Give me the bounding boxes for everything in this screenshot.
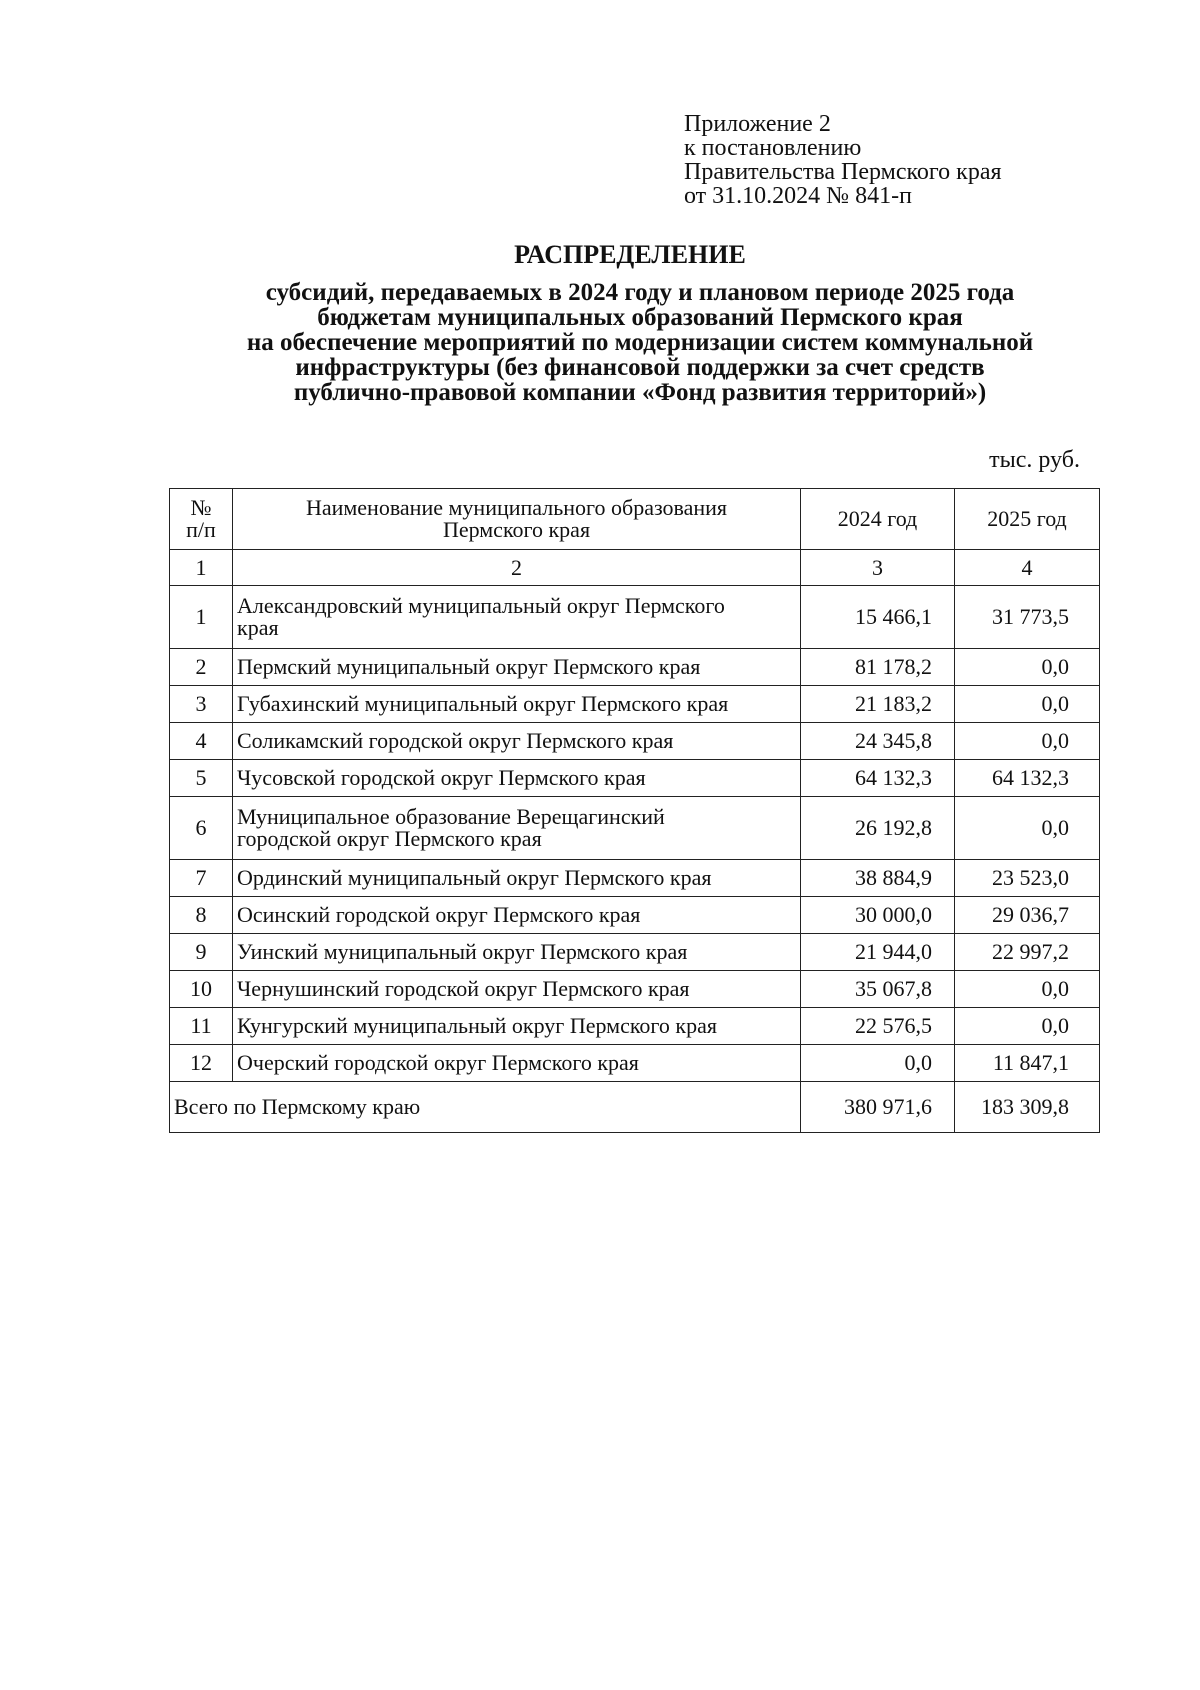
column-index-row [170, 550, 1100, 586]
header-name: Наименование муниципального образования Пермского края [233, 489, 801, 550]
column-index: 2 [233, 550, 801, 586]
table-row [170, 797, 1100, 860]
annex-line-4: от 31.10.2024 № 841-п [684, 183, 912, 209]
row-number: 8 [170, 897, 233, 934]
row-number: 3 [170, 686, 233, 723]
row-number: 9 [170, 934, 233, 971]
row-number: 5 [170, 760, 233, 797]
row-name: Соликамский городской округ Пермского края [233, 723, 801, 760]
row-value-2024: 21 183,2 [801, 686, 955, 723]
row-value-2025: 31 773,5 [955, 586, 1100, 649]
total-value-2025: 183 309,8 [955, 1082, 1100, 1133]
row-name: Муниципальное образование Верещагинский городской округ Пермского края [233, 797, 801, 860]
row-number: 6 [170, 797, 233, 860]
column-index: 4 [955, 550, 1100, 586]
subtitle-line-4: инфраструктуры (без финансовой поддержки за счет средств [295, 354, 985, 381]
row-number: 7 [170, 860, 233, 897]
header-number: № п/п [170, 489, 233, 550]
annex-line-3: Правительства Пермского края [684, 159, 1002, 185]
subtitle-line-2: бюджетам муниципальных образований Пермского края [317, 304, 963, 331]
row-value-2025: 0,0 [955, 971, 1100, 1008]
row-name: Кунгурский муниципальный округ Пермского края [233, 1008, 801, 1045]
row-name: Чернушинский городской округ Пермского края [233, 971, 801, 1008]
annex-line-2: к постановлению [684, 135, 862, 161]
header-year-2025: 2025 год [955, 489, 1100, 550]
row-value-2025: 0,0 [955, 723, 1100, 760]
table-row [170, 1008, 1100, 1045]
total-row [170, 1082, 1100, 1133]
row-number: 11 [170, 1008, 233, 1045]
column-index: 3 [801, 550, 955, 586]
table-row [170, 934, 1100, 971]
row-value-2024: 26 192,8 [801, 797, 955, 860]
subtitle-line-3: на обеспечение мероприятий по модернизации систем коммунальной [246, 329, 1034, 356]
row-value-2024: 35 067,8 [801, 971, 955, 1008]
row-value-2024: 30 000,0 [801, 897, 955, 934]
row-value-2024: 81 178,2 [801, 649, 955, 686]
row-name: Очерский городской округ Пермского края [233, 1045, 801, 1082]
row-value-2025: 0,0 [955, 1008, 1100, 1045]
table-row [170, 1045, 1100, 1082]
row-number: 12 [170, 1045, 233, 1082]
document-title: РАСПРЕДЕЛЕНИЕ [514, 240, 746, 269]
row-value-2025: 64 132,3 [955, 760, 1100, 797]
row-value-2025: 23 523,0 [955, 860, 1100, 897]
distribution-table [169, 488, 1100, 1133]
row-value-2025: 0,0 [955, 686, 1100, 723]
table-row [170, 686, 1100, 723]
row-value-2024: 38 884,9 [801, 860, 955, 897]
row-value-2025: 0,0 [955, 797, 1100, 860]
row-value-2025: 11 847,1 [955, 1045, 1100, 1082]
row-number: 1 [170, 586, 233, 649]
row-value-2025: 22 997,2 [955, 934, 1100, 971]
table-row [170, 586, 1100, 649]
subtitle-line-1: субсидий, передаваемых в 2024 году и плановом периоде 2025 года [265, 279, 1015, 306]
row-value-2025: 29 036,7 [955, 897, 1100, 934]
header-year-2024: 2024 год [801, 489, 955, 550]
total-value-2024: 380 971,6 [801, 1082, 955, 1133]
table-row [170, 760, 1100, 797]
subtitle-line-5: публично-правовой компании «Фонд развития территорий») [293, 379, 987, 406]
table-row [170, 971, 1100, 1008]
table-row [170, 860, 1100, 897]
annex-block [684, 112, 1002, 208]
row-value-2025: 0,0 [955, 649, 1100, 686]
units-label: тыс. руб. [989, 447, 1080, 473]
row-value-2024: 0,0 [801, 1045, 955, 1082]
table-row [170, 897, 1100, 934]
table-header-row [170, 489, 1100, 550]
row-name: Губахинский муниципальный округ Пермского края [233, 686, 801, 723]
row-number: 10 [170, 971, 233, 1008]
row-name: Александровский муниципальный округ Пермского края [233, 586, 801, 649]
row-name: Чусовской городской округ Пермского края [233, 760, 801, 797]
row-value-2024: 22 576,5 [801, 1008, 955, 1045]
row-name: Пермский муниципальный округ Пермского края [233, 649, 801, 686]
row-value-2024: 64 132,3 [801, 760, 955, 797]
row-value-2024: 24 345,8 [801, 723, 955, 760]
annex-line-1: Приложение 2 [684, 111, 831, 137]
row-name: Уинский муниципальный округ Пермского края [233, 934, 801, 971]
column-index: 1 [170, 550, 233, 586]
document-subtitle [140, 280, 1140, 405]
row-value-2024: 15 466,1 [801, 586, 955, 649]
table-row [170, 723, 1100, 760]
row-number: 4 [170, 723, 233, 760]
row-value-2024: 21 944,0 [801, 934, 955, 971]
row-name: Ординский муниципальный округ Пермского края [233, 860, 801, 897]
row-name: Осинский городской округ Пермского края [233, 897, 801, 934]
table-row [170, 649, 1100, 686]
row-number: 2 [170, 649, 233, 686]
total-label: Всего по Пермскому краю [170, 1082, 801, 1133]
